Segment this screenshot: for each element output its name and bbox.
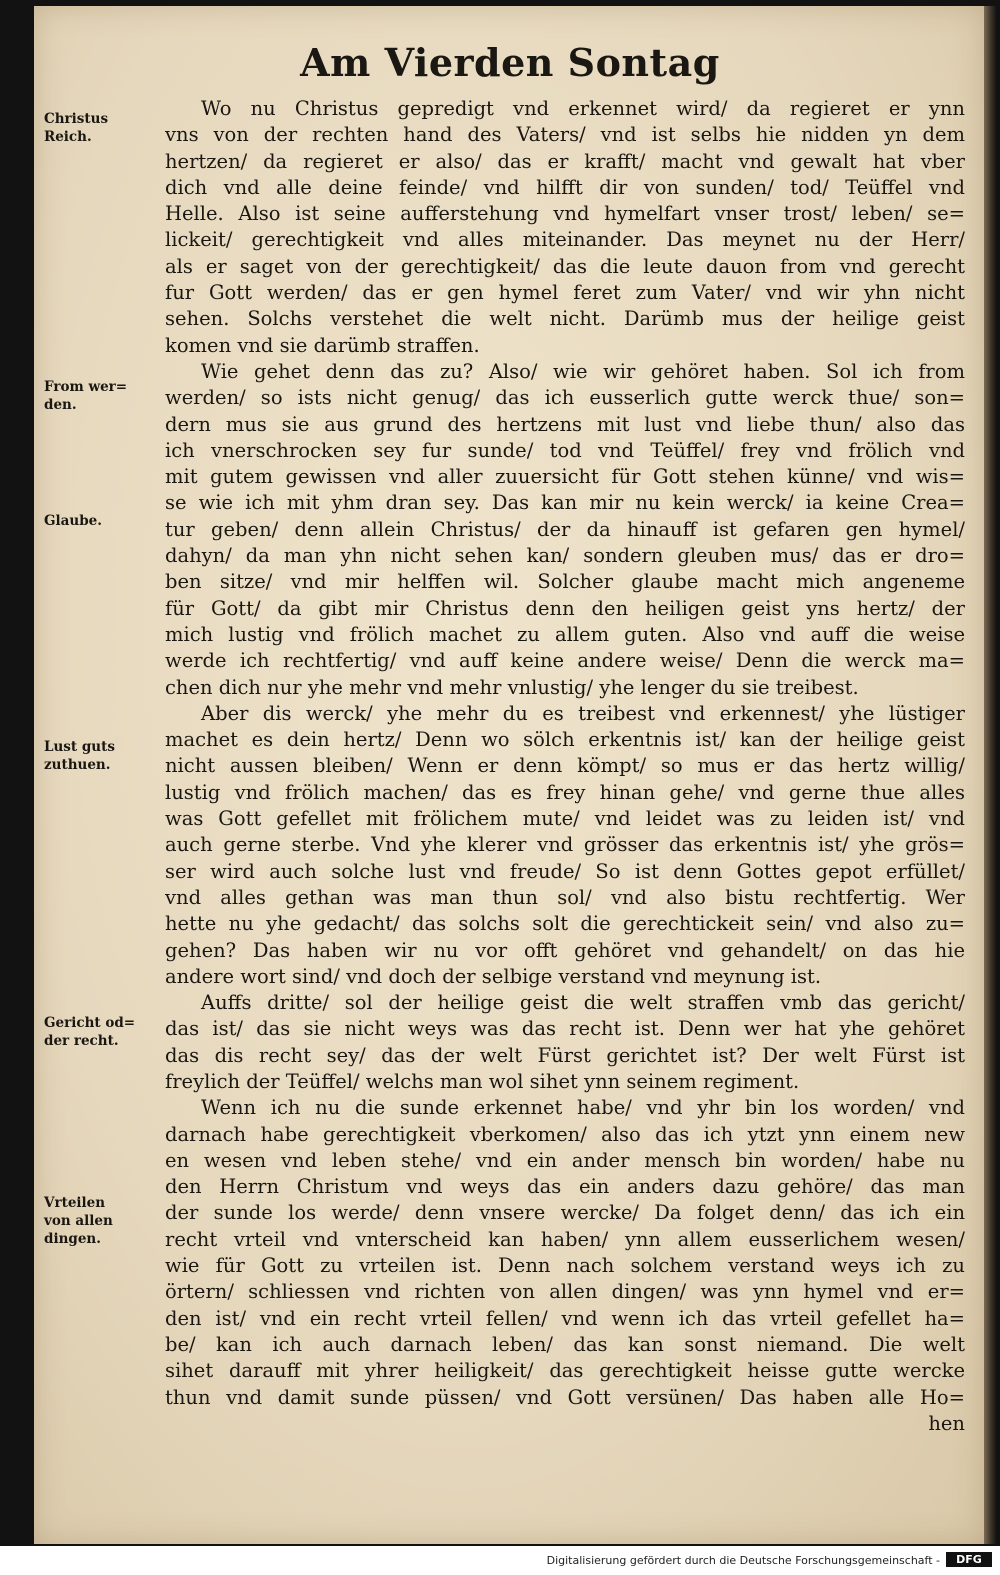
- body-text: [165, 96, 965, 1437]
- margin-note-line: dingen.: [44, 1231, 101, 1247]
- text-line: tur geben/ denn allein Christus/ der da hinauff ist gefaren gen hymel/: [165, 517, 965, 541]
- book-edge: [984, 6, 996, 1544]
- margin-note-line: zuthuen.: [44, 757, 111, 773]
- text-line: vnd alles gethan was man thun sol/ vnd also bistu rechtfertig. Wer: [165, 885, 965, 909]
- margin-note-line: Gericht od=: [44, 1015, 136, 1031]
- text-line: sihet darauff mit yhrer heiligkeit/ das gerechtigkeit heisse gutte wercke: [165, 1359, 965, 1383]
- text-line: dahyn/ da man yhn nicht sehen kan/ sondern gleuben mus/ das er dro=: [165, 544, 965, 568]
- text-line: ben sitze/ vnd mir helffen wil. Solcher glaube macht mich angeneme: [165, 570, 965, 594]
- text-line: Auffs dritte/ sol der heilige geist die welt straffen vmb das gericht/: [201, 991, 965, 1015]
- text-line: ser wird auch solche lust vnd freude/ So ist denn Gottes gepot erfüllet/: [165, 859, 965, 883]
- text-line: als er saget von der gerechtigkeit/ das die leute dauon from vnd gerecht: [165, 254, 965, 278]
- text-line: hertzen/ da regieret er also/ das er krafft/ macht vnd gewalt hat vber: [165, 149, 965, 173]
- margin-note-line: Glaube.: [44, 513, 102, 529]
- text-line: fur Gott werden/ das er gen hymel feret zum Vater/ vnd wir yhn nicht: [165, 281, 965, 305]
- text-line: Wie gehet denn das zu? Also/ wie wir gehöret haben. Sol ich from: [201, 359, 965, 383]
- margin-note-line: von allen: [44, 1213, 113, 1229]
- margin-note-line: Christus: [44, 111, 109, 127]
- margin-note: [44, 1194, 156, 1248]
- text-line: thun vnd damit sunde püssen/ vnd Gott versünen/ Das haben alle Ho=: [165, 1385, 965, 1409]
- text-line: machet es dein hertz/ Denn wo sölch erkentnis ist/ kan der heilige geist: [165, 728, 965, 752]
- text-line: das ist/ das sie nicht weys was das recht ist. Denn wer hat yhe gehöret: [165, 1017, 965, 1041]
- text-line: andere wort sind/ vnd doch der selbige verstand vnd meynung ist.: [165, 964, 822, 988]
- text-line: en wesen vnd leben stehe/ vnd ein ander mensch bin worden/ habe nu: [165, 1148, 965, 1172]
- margin-note: [44, 378, 156, 414]
- text-line: den ist/ vnd ein recht vrteil fellen/ vnd wenn ich das vrteil gefellet ha=: [165, 1306, 965, 1330]
- text-line: wie für Gott zu vrteilen ist. Denn nach solchem verstand weys ich zu: [165, 1254, 965, 1278]
- text-line: werden/ so ists nicht genug/ das ich eusserlich gutte werck thue/ son=: [165, 386, 965, 410]
- margin-note: [44, 1014, 156, 1050]
- text-line: den Herrn Christum vnd weys das ein anders dazu gehöre/ das man: [165, 1175, 965, 1199]
- margin-note-line: den.: [44, 397, 77, 413]
- footer-bar: [0, 1546, 1000, 1575]
- text-line: freylich der Teüffel/ welchs man wol sihet ynn seinem regiment.: [165, 1069, 800, 1093]
- text-line: darnach habe gerechtigkeit vberkomen/ also das ich ytzt ynn einem new: [165, 1122, 965, 1146]
- margin-note: [44, 512, 156, 530]
- text-line: komen vnd sie darümb straffen.: [165, 333, 480, 357]
- dfg-logo: DFG: [946, 1552, 992, 1567]
- text-line: recht vrteil vnd vnterscheid kan haben/ ynn allem eusserlichem wesen/: [165, 1227, 965, 1251]
- text-line: das dis recht sey/ das der welt Fürst gerichtet ist? Der welt Fürst ist: [165, 1043, 965, 1067]
- text-line: nicht aussen bleiben/ Wenn er denn kömpt/ so mus er das hertz willig/: [165, 754, 965, 778]
- text-line: mich lustig vnd frölich machet zu allem guten. Also vnd auff die weise: [165, 622, 965, 646]
- text-line: dich vnd alle deine feinde/ vnd hilfft dir von sunden/ tod/ Teüffel vnd: [165, 175, 965, 199]
- text-line: mit gutem gewissen vnd aller zuuersicht für Gott stehen künne/ vnd wis=: [165, 465, 965, 489]
- text-line: Wo nu Christus gepredigt vnd erkennet wird/ da regieret er ynn: [201, 97, 965, 120]
- margin-note: [44, 110, 156, 146]
- text-line: was Gott gefellet mit frölichem mute/ vnd leidet was zu leiden ist/ vnd: [165, 807, 965, 831]
- text-line: be/ kan ich auch darnach leben/ das kan sonst niemand. Die welt: [165, 1332, 965, 1356]
- text-line: dern mus sie aus grund des hertzens mit lust vnd liebe thun/ also das: [165, 412, 965, 436]
- text-line: Aber dis werck/ yhe mehr du es treibest vnd erkennest/ yhe lüstiger: [201, 701, 965, 725]
- text-line: Wenn ich nu die sunde erkennet habe/ vnd yhr bin los worden/ vnd: [201, 1096, 965, 1120]
- text-line: Helle. Also ist seine aufferstehung vnd hymelfart vnser trost/ leben/ se=: [165, 202, 965, 226]
- margin-note-line: From wer=: [44, 379, 128, 395]
- text-line: werde ich rechtfertig/ vnd auff keine andere weise/ Denn die werck ma=: [165, 649, 965, 673]
- text-line: lustig vnd frölich machen/ das es frey hinan gehe/ vnd gerne thue alles: [165, 780, 965, 804]
- text-line: der sunde los werde/ denn vnsere wercke/ Da folget denn/ das ich ein: [165, 1201, 965, 1225]
- text-line: auch gerne sterbe. Vnd yhe klerer vnd grösser das erkentnis ist/ yhe grös=: [165, 833, 965, 857]
- text-line: ich vnerschrocken sey fur sunde/ tod vnd Teüffel/ frey vnd frölich vnd: [165, 438, 965, 462]
- text-line: se wie ich mit yhm dran sey. Das kan mir nu kein werck/ ia keine Crea=: [165, 491, 965, 515]
- text-line: hette nu yhe gedacht/ das solchs solt die gerechtickeit sein/ vnd also zu=: [165, 912, 965, 936]
- margin-note-line: Vrteilen: [44, 1195, 106, 1211]
- funding-note: Digitalisierung gefördert durch die Deutsche Forschungsgemeinschaft -: [546, 1554, 940, 1567]
- margin-note-line: Lust guts: [44, 739, 115, 755]
- margin-note-line: Reich.: [44, 129, 92, 145]
- margin-note: [44, 738, 156, 774]
- text-line: gehen? Das haben wir nu vor offt gehöret vnd gehandelt/ on das hie: [165, 938, 965, 962]
- margin-note-line: der recht.: [44, 1033, 119, 1049]
- text-line: lickeit/ gerechtigkeit vnd alles miteinander. Das meynet nu der Herr/: [165, 228, 965, 252]
- text-line: für Gott/ da gibt mir Christus denn den heiligen geist yns hertz/ der: [165, 596, 965, 620]
- running-head: Am Vierden Sontag: [300, 40, 720, 85]
- catchword: hen: [928, 1411, 965, 1435]
- text-line: örtern/ schliessen vnd richten von allen dingen/ was ynn hymel vnd er=: [165, 1280, 965, 1304]
- text-line: sehen. Solchs verstehet die welt nicht. Darümb mus der heilige geist: [165, 307, 965, 331]
- text-line: vns von der rechten hand des Vaters/ vnd ist selbs hie nidden yn dem: [165, 123, 965, 147]
- text-line: chen dich nur yhe mehr vnd mehr vnlustig/ yhe lenger du sie treibest.: [165, 675, 859, 699]
